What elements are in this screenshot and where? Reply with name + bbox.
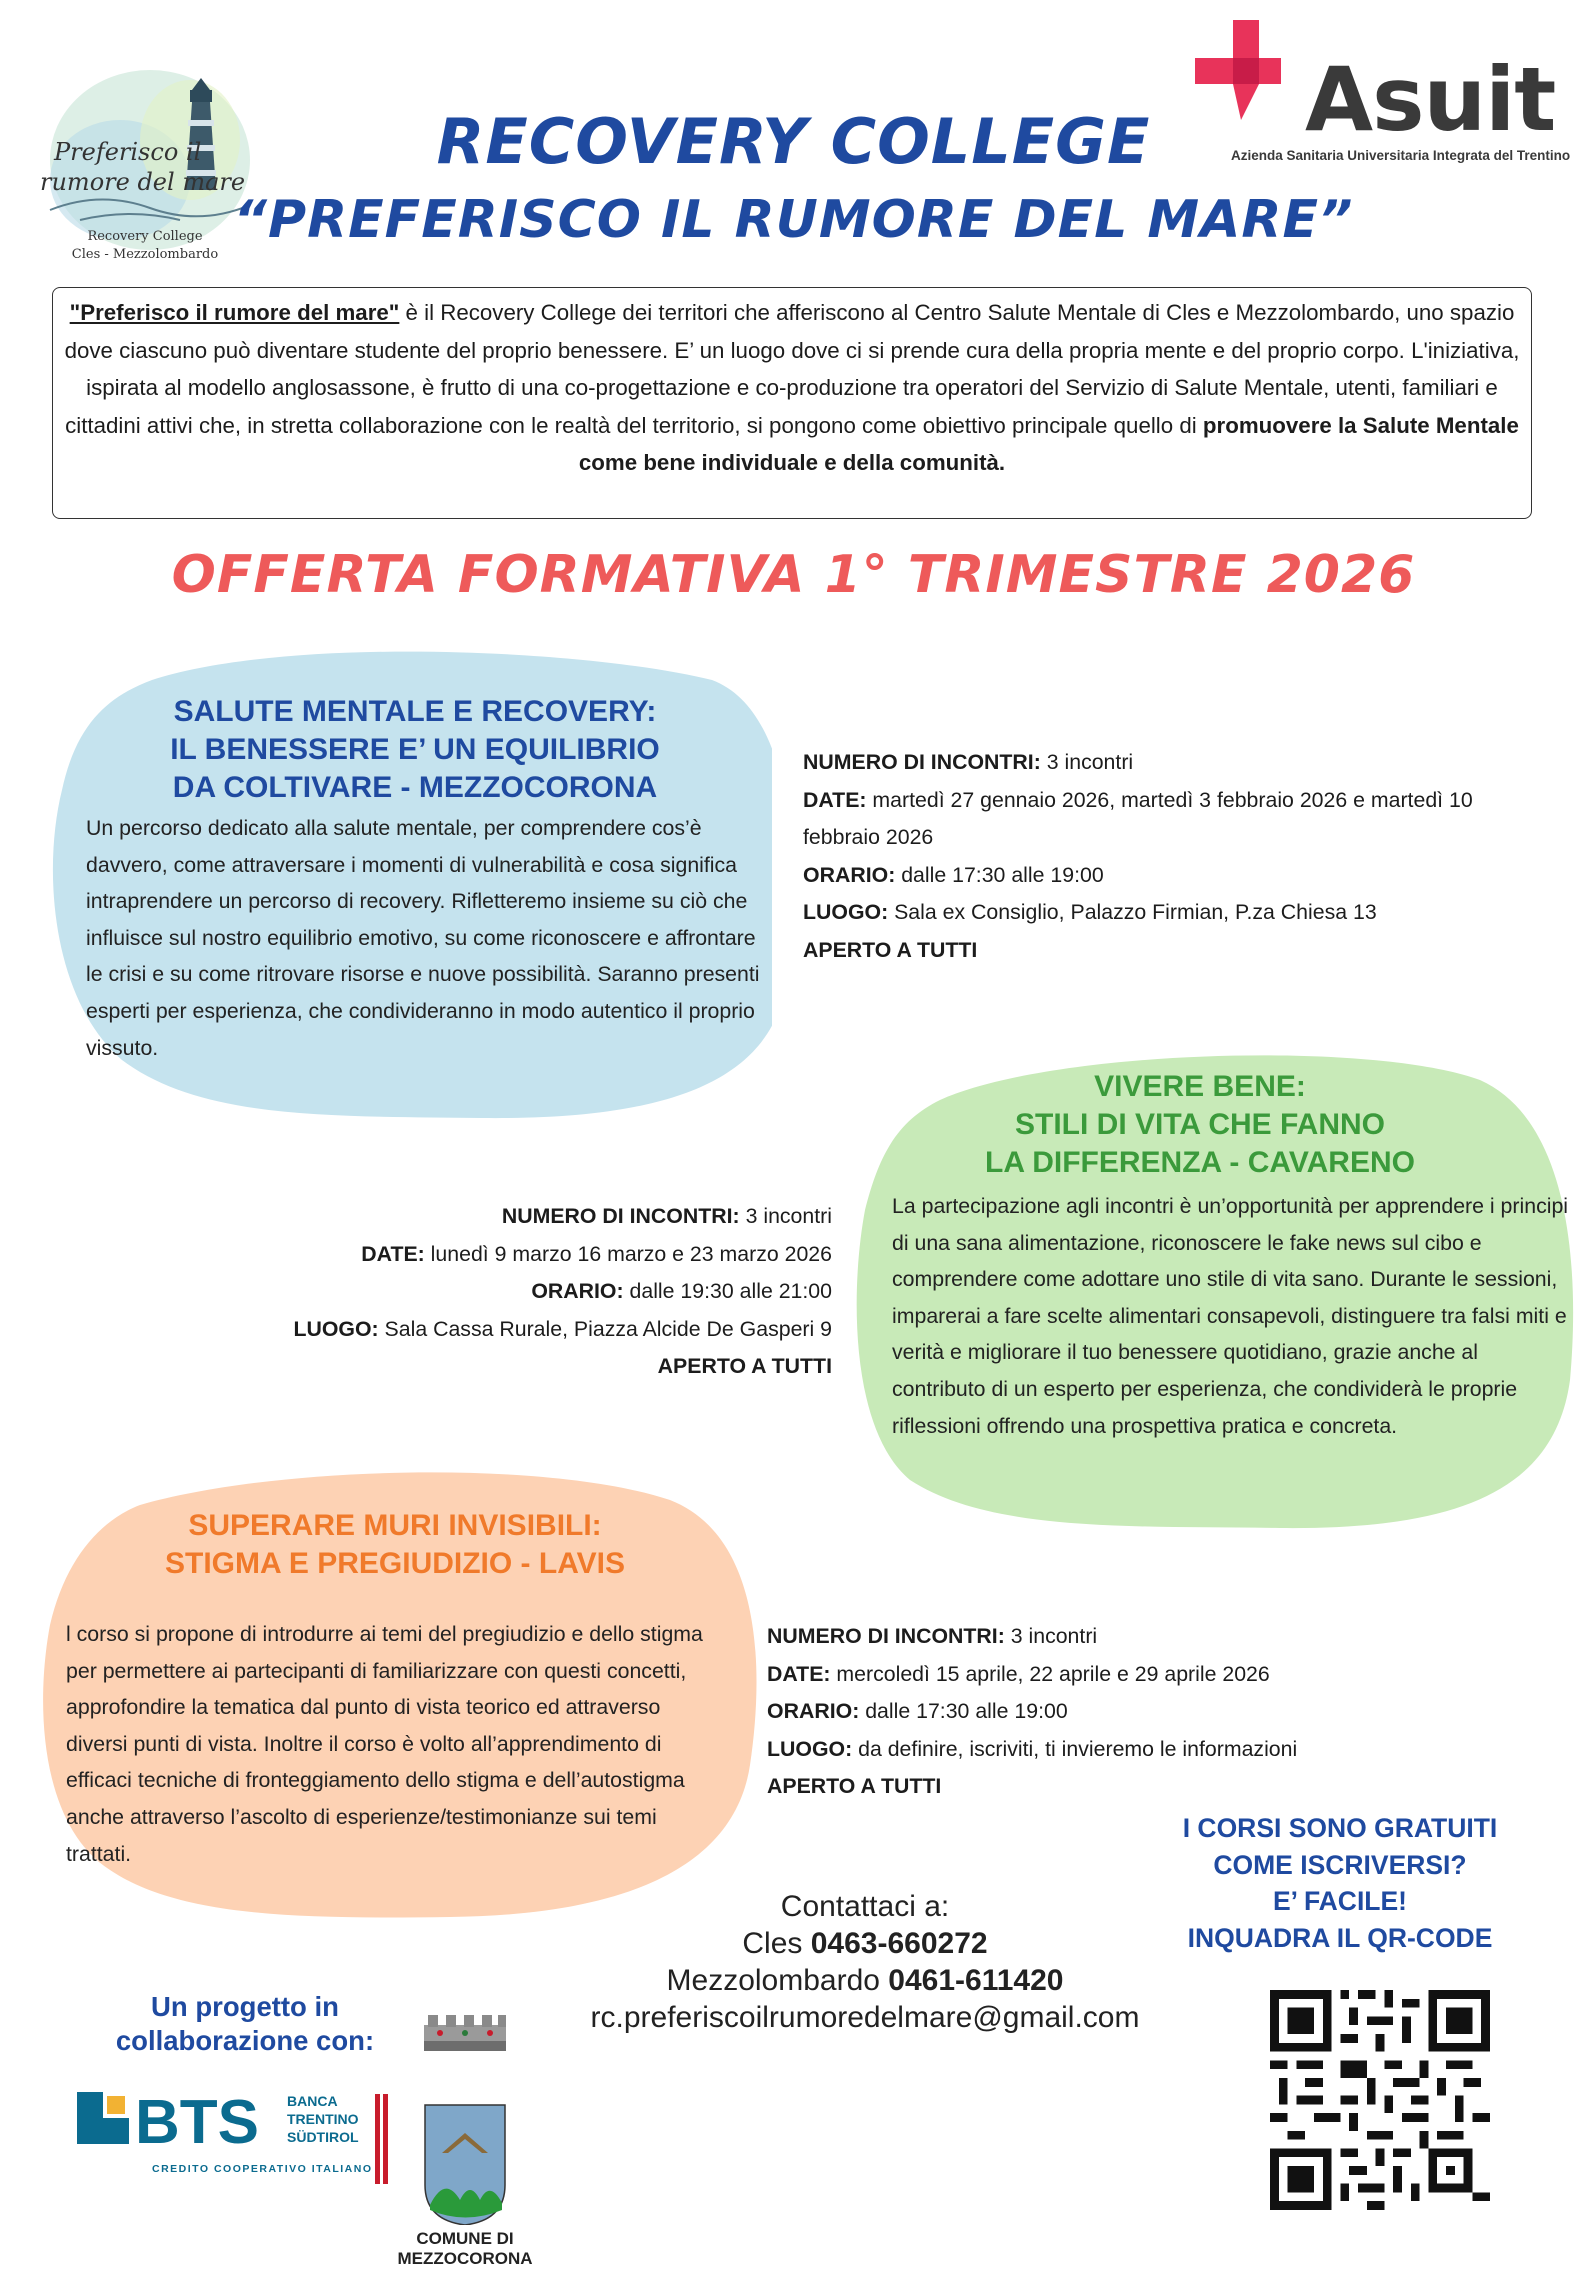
course-2-info xyxy=(100,1198,832,1386)
comune-line2: MEZZOCORONA xyxy=(397,2249,533,2268)
label-orario: ORARIO: xyxy=(767,1699,860,1723)
label-luogo: LUOGO: xyxy=(803,900,889,924)
course-2-incontri: 3 incontri xyxy=(739,1204,832,1228)
bts-logo xyxy=(77,2080,392,2190)
label-incontri: NUMERO DI INCONTRI: xyxy=(803,750,1041,774)
page-subtitle: “PREFERISCO IL RUMORE DEL MARE” xyxy=(233,190,1354,250)
qr-code-icon[interactable] xyxy=(1270,1990,1490,2210)
course-1-title xyxy=(90,693,740,807)
label-date: DATE: xyxy=(803,787,867,812)
course-2-title-line3: LA DIFFERENZA - CAVARENO xyxy=(985,1146,1415,1179)
course-3-incontri: 3 incontri xyxy=(1004,1624,1098,1648)
bts-line3: SÜDTIROL xyxy=(287,2129,359,2145)
intro-highlight: promuovere la Salute Mentale come bene individuale e della comunità. xyxy=(578,412,1519,475)
course-3-orario: dalle 17:30 alle 19:00 xyxy=(859,1699,1068,1723)
course-1-title-line3: DA COLTIVARE - MEZZOCORONA xyxy=(172,771,658,804)
course-1-title-line2: IL BENESSERE E’ UN EQUILIBRIO xyxy=(170,733,660,766)
contact-heading: Contattaci a: xyxy=(780,1890,950,1923)
page-title: RECOVERY COLLEGE xyxy=(436,105,1151,178)
asuit-subtitle: Azienda Sanitaria Universitaria Integrata del Trentino xyxy=(1231,148,1571,163)
asuit-name: Asuit xyxy=(1305,48,1556,151)
gratuiti-line4: INQUADRA IL QR-CODE xyxy=(1187,1922,1493,1953)
course-2-aperto: APERTO A TUTTI xyxy=(657,1354,832,1378)
intro-box xyxy=(52,287,1532,519)
course-1-date: martedì 27 gennaio 2026, martedì 3 febbraio 2026 e martedì 10 febbraio 2026 xyxy=(803,787,1473,849)
course-3-date: mercoledì 15 aprile, 22 aprile e 29 aprile 2026 xyxy=(830,1661,1270,1686)
collab-line2: collaborazione con: xyxy=(115,2025,375,2056)
label-date: DATE: xyxy=(361,1241,425,1266)
offerta-heading: OFFERTA FORMATIVA 1° TRIMESTRE 2026 xyxy=(171,545,1416,605)
gratuiti-notice xyxy=(1140,1810,1540,1956)
label-incontri: NUMERO DI INCONTRI: xyxy=(767,1624,1005,1648)
label-date: DATE: xyxy=(767,1661,831,1686)
bts-line2: TRENTINO xyxy=(287,2111,359,2127)
label-orario: ORARIO: xyxy=(531,1279,624,1303)
contact-mezzo-label: Mezzolombardo xyxy=(666,1964,889,1997)
course-1-aperto: APERTO A TUTTI xyxy=(803,937,978,962)
label-incontri: NUMERO DI INCONTRI: xyxy=(501,1204,740,1228)
contact-cles-label: Cles xyxy=(742,1927,811,1960)
contact-email[interactable]: rc.preferiscoilrumoredelmare@gmail.com xyxy=(590,2001,1140,2034)
collab-line1: Un progetto in xyxy=(151,1991,339,2022)
course-3-aperto: APERTO A TUTTI xyxy=(767,1774,942,1798)
bts-tagline: CREDITO COOPERATIVO ITALIANO xyxy=(152,2163,373,2175)
gratuiti-line1: I CORSI SONO GRATUITI xyxy=(1182,1813,1498,1843)
course-2-title-line1: VIVERE BENE: xyxy=(1094,1070,1306,1103)
course-2-description: La partecipazione agli incontri è un’opportunità per apprendere i principi di una sana alimentazione, riconoscere le fake news sul cibo e comprendere come adottare uno stile di vita sano. Durante le sessioni, imparerai a fare scelte alimentari consapevoli, distinguere tra falsi miti e verità e migliorare il tuo benessere quotidiano, grazie anche al contributo di un esperto per esperienza, che condividerà le proprie riflessioni offrendo una prospettiva pratica e concreta. xyxy=(892,1194,1569,1438)
course-2-luogo: Sala Cassa Rurale, Piazza Alcide De Gasperi 9 xyxy=(378,1316,832,1341)
label-luogo: LUOGO: xyxy=(767,1736,853,1761)
course-3-title-line1: SUPERARE MURI INVISIBILI: xyxy=(188,1509,602,1542)
gratuiti-line2: COME ISCRIVERSI? xyxy=(1213,1849,1467,1880)
contact-mezzo-phone[interactable]: 0461-611420 xyxy=(888,1964,1064,1997)
comune-logo xyxy=(397,2015,533,2275)
label-luogo: LUOGO: xyxy=(293,1316,379,1341)
bts-bank-icon xyxy=(77,2080,392,2190)
course-2-date: lunedì 9 marzo 16 marzo e 23 marzo 2026 xyxy=(424,1241,832,1266)
course-1-incontri: 3 incontri xyxy=(1040,750,1134,774)
course-1-title-line1: SALUTE MENTALE E RECOVERY: xyxy=(173,695,657,728)
comune-coat-of-arms-icon xyxy=(410,2015,520,2225)
label-orario: ORARIO: xyxy=(803,862,896,887)
course-3-title-line2: STIGMA E PREGIUDIZIO - LAVIS xyxy=(164,1547,626,1580)
course-1-info xyxy=(803,744,1523,969)
bts-line1: BANCA xyxy=(287,2093,338,2109)
course-1-description: Un percorso dedicato alla salute mentale, per comprendere cos’è davvero, come attraversare i momenti di vulnerabilità e cosa significa intraprendere un percorso di recovery. Rifletteremo insieme su ciò che influisce sul nostro equilibrio emotivo, su come riconoscere e affrontare le crisi e su come ritrovare risorse e nuove possibilità. Saranno presenti esperti per esperienza, che condivideranno in modo autentico il proprio vissuto. xyxy=(86,816,760,1060)
course-3-title xyxy=(60,1507,730,1583)
course-3-info xyxy=(767,1618,1527,1806)
course-1-orario: dalle 17:30 alle 19:00 xyxy=(895,862,1104,887)
course-1-luogo: Sala ex Consiglio, Palazzo Firmian, P.za Chiesa 13 xyxy=(888,900,1377,924)
course-2-title xyxy=(880,1068,1520,1182)
course-3-luogo: da definire, iscriviti, ti invieremo le informazioni xyxy=(852,1736,1298,1761)
contact-block xyxy=(540,1888,1190,2036)
course-2-title-line2: STILI DI VITA CHE FANNO xyxy=(1014,1108,1385,1141)
comune-label xyxy=(385,2229,545,2269)
contact-cles-phone[interactable]: 0463-660272 xyxy=(810,1927,988,1960)
logo-text-line2: rumore del mare xyxy=(40,168,246,196)
course-2-orario: dalle 19:30 alle 21:00 xyxy=(623,1279,832,1303)
bts-name: BTS xyxy=(135,2088,259,2157)
course-3-description: l corso si propone di introdurre ai temi del pregiudizio e dello stigma per permettere ai partecipanti di familiarizzare con questi concetti, approfondire la tematica dal punto di vista teorico ed attraverso diversi punti di vista. Inoltre il corso è volto all’apprendimento di efficaci tecniche di fronteggiamento dello stigma e dell’autostigma anche attraverso l’ascolto di esperienze/testimonianze sui temi trattati. xyxy=(66,1622,703,1866)
collab-heading xyxy=(80,1990,410,2058)
logo-text-line3: Recovery College xyxy=(87,229,203,244)
logo-text-line4: Cles - Mezzolombardo xyxy=(71,247,219,262)
comune-line1: COMUNE DI xyxy=(416,2229,514,2248)
intro-name: "Preferisco il rumore del mare" xyxy=(69,300,400,325)
gratuiti-line3: E’ FACILE! xyxy=(1273,1886,1407,1916)
intro-text: è il Recovery College dei territori che afferiscono al Centro Salute Mentale di Cles e Mezzolombardo, uno spazio dove ciascuno può diventare studente del proprio benessere. E’ un luogo dove ci si prende cura della propria mente e del proprio corpo. L'iniziativa, ispirata al modello anglosassone, è frutto di una co-progettazione e co-produzione tra operatori del Servizio di Salute Mentale, utenti, familiari e cittadini attivi che, in stretta collaborazione con le realtà del territorio, si pongono come obiettivo principale quello di xyxy=(64,300,1520,438)
logo-text-line1: Preferisco il xyxy=(54,138,202,166)
